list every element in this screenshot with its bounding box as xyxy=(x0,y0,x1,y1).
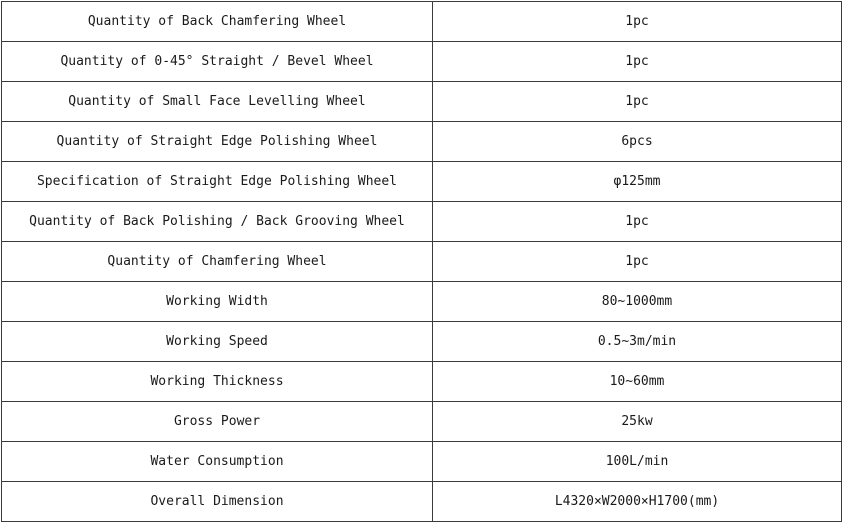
table-row xyxy=(2,242,842,282)
row-value: L4320×W2000×H1700(mm) xyxy=(433,482,842,522)
row-value: 6pcs xyxy=(433,122,842,162)
row-label: Quantity of Small Face Levelling Wheel xyxy=(2,82,433,122)
table-row xyxy=(2,282,842,322)
row-value: 1pc xyxy=(433,82,842,122)
row-label: Quantity of Back Polishing / Back Grooving Wheel xyxy=(2,202,433,242)
table-row xyxy=(2,2,842,42)
row-label: Working Width xyxy=(2,282,433,322)
table-row xyxy=(2,122,842,162)
row-label: Water Consumption xyxy=(2,442,433,482)
row-value: 25kw xyxy=(433,402,842,442)
row-value: 0.5~3m/min xyxy=(433,322,842,362)
table-row xyxy=(2,202,842,242)
row-value: 100L/min xyxy=(433,442,842,482)
row-value: 1pc xyxy=(433,242,842,282)
row-value: 1pc xyxy=(433,42,842,82)
table-row xyxy=(2,362,842,402)
row-value: 10~60mm xyxy=(433,362,842,402)
table-row xyxy=(2,162,842,202)
row-value: φ125mm xyxy=(433,162,842,202)
row-value: 80~1000mm xyxy=(433,282,842,322)
row-label: Quantity of 0-45° Straight / Bevel Wheel xyxy=(2,42,433,82)
table-row xyxy=(2,42,842,82)
row-label: Working Speed xyxy=(2,322,433,362)
table-row xyxy=(2,442,842,482)
row-label: Quantity of Straight Edge Polishing Wheel xyxy=(2,122,433,162)
row-label: Working Thickness xyxy=(2,362,433,402)
table-row xyxy=(2,322,842,362)
row-value: 1pc xyxy=(433,2,842,42)
spec-table xyxy=(1,1,842,522)
table-row xyxy=(2,82,842,122)
row-label: Quantity of Chamfering Wheel xyxy=(2,242,433,282)
row-value: 1pc xyxy=(433,202,842,242)
row-label: Quantity of Back Chamfering Wheel xyxy=(2,2,433,42)
row-label: Overall Dimension xyxy=(2,482,433,522)
row-label: Gross Power xyxy=(2,402,433,442)
table-row xyxy=(2,482,842,522)
table-row xyxy=(2,402,842,442)
row-label: Specification of Straight Edge Polishing Wheel xyxy=(2,162,433,202)
